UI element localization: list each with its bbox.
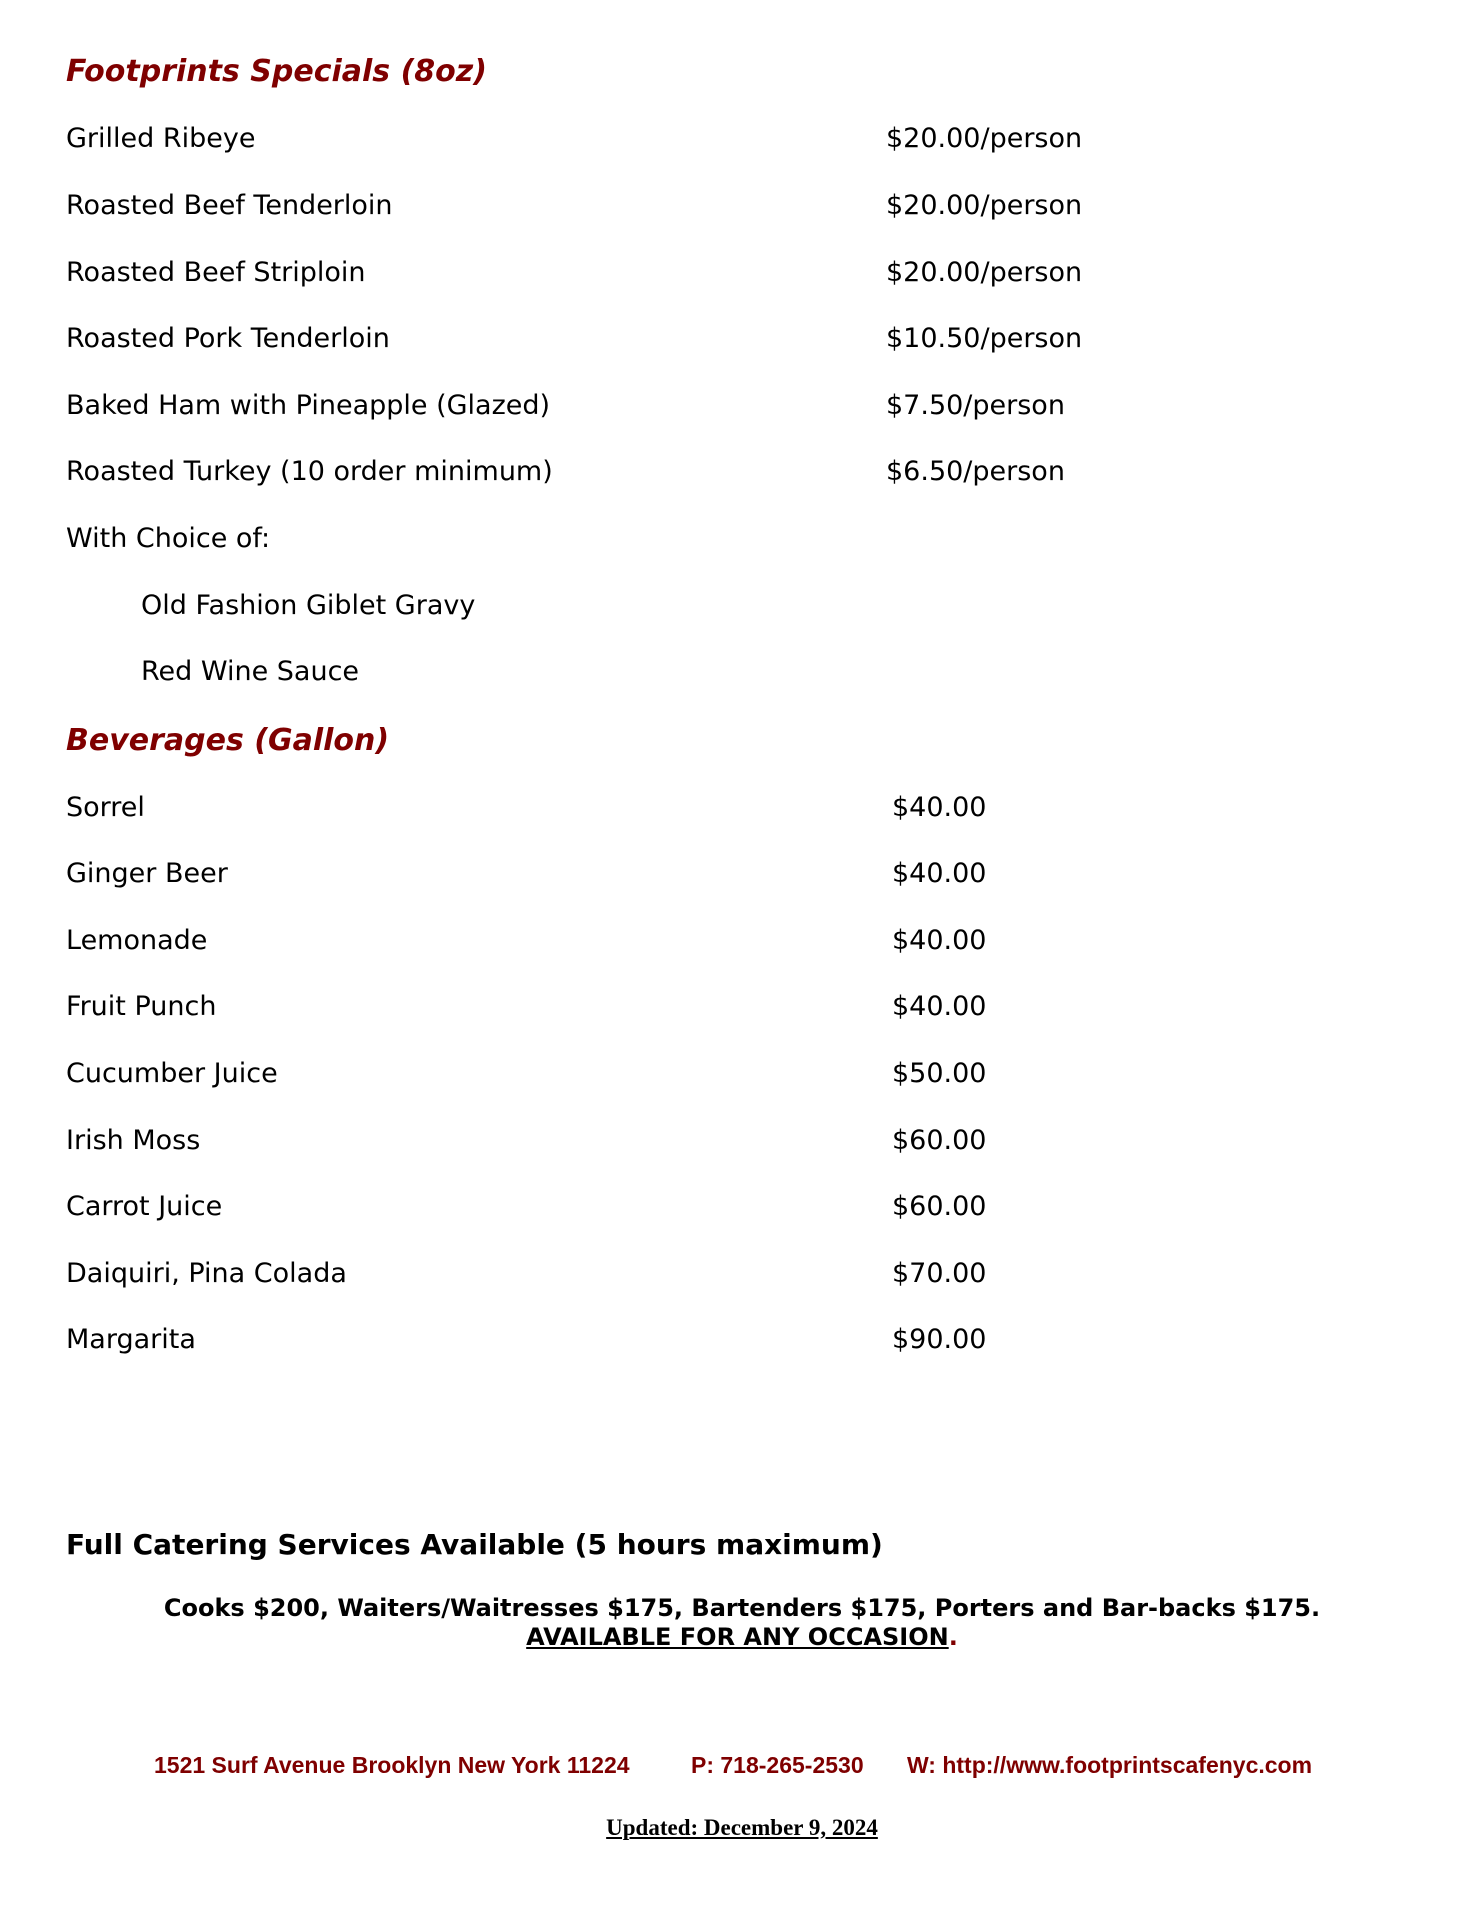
- specials-item-price: $7.50/person: [886, 390, 1065, 421]
- specials-item-price: $20.00/person: [886, 190, 1083, 221]
- beverage-price: $50.00: [892, 1058, 987, 1089]
- beverage-price: $40.00: [892, 858, 987, 889]
- specials-item-name: Roasted Beef Tenderloin: [66, 190, 393, 221]
- footer-website[interactable]: W: http://www.footprintscafenyc.com: [907, 1752, 1313, 1778]
- beverage-price: $60.00: [892, 1125, 987, 1156]
- catering-occasion: [0, 1623, 1484, 1651]
- updated-date: Updated: December 9, 2024: [606, 1815, 878, 1840]
- specials-item-price: $20.00/person: [886, 257, 1083, 288]
- footer-phone: P: 718-265-2530: [691, 1752, 864, 1778]
- specials-item-name: Roasted Pork Tenderloin: [66, 323, 390, 354]
- specials-item-name: Grilled Ribeye: [66, 123, 256, 154]
- beverages-heading: Beverages (Gallon): [66, 723, 390, 758]
- choice-option: Red Wine Sauce: [141, 656, 360, 687]
- beverage-price: $70.00: [892, 1258, 987, 1289]
- beverage-name: Ginger Beer: [66, 858, 228, 889]
- beverage-name: Margarita: [66, 1324, 196, 1355]
- specials-heading: Footprints Specials (8oz): [66, 54, 487, 89]
- beverage-name: Sorrel: [66, 792, 145, 823]
- footer-address: 1521 Surf Avenue Brooklyn New York 11224: [154, 1752, 630, 1778]
- beverage-name: Fruit Punch: [66, 991, 217, 1022]
- catering-title: Full Catering Services Available (5 hours maximum): [66, 1528, 883, 1561]
- beverage-price: $40.00: [892, 792, 987, 823]
- specials-item-price: $6.50/person: [886, 456, 1065, 487]
- beverage-name: Irish Moss: [66, 1125, 201, 1156]
- occasion-punct: .: [948, 1623, 958, 1651]
- beverage-price: $40.00: [892, 991, 987, 1022]
- specials-item-price: $20.00/person: [886, 123, 1083, 154]
- beverage-price: $60.00: [892, 1191, 987, 1222]
- choice-option: Old Fashion Giblet Gravy: [141, 590, 476, 621]
- beverage-name: Lemonade: [66, 925, 208, 956]
- specials-item-name: Baked Ham with Pineapple (Glazed): [66, 390, 551, 421]
- beverage-price: $90.00: [892, 1324, 987, 1355]
- occasion-text: AVAILABLE FOR ANY OCCASION: [526, 1623, 949, 1651]
- specials-item-price: $10.50/person: [886, 323, 1083, 354]
- specials-item-name: Roasted Turkey (10 order minimum): [66, 456, 553, 487]
- specials-item-name: Roasted Beef Striploin: [66, 257, 366, 288]
- beverage-name: Cucumber Juice: [66, 1058, 278, 1089]
- beverage-name: Daiquiri, Pina Colada: [66, 1258, 347, 1289]
- choice-label: With Choice of:: [66, 523, 271, 554]
- catering-staff-rates: Cooks $200, Waiters/Waitresses $175, Bartenders $175, Porters and Bar-backs $175.: [163, 1594, 1321, 1622]
- beverage-price: $40.00: [892, 925, 987, 956]
- beverage-name: Carrot Juice: [66, 1191, 223, 1222]
